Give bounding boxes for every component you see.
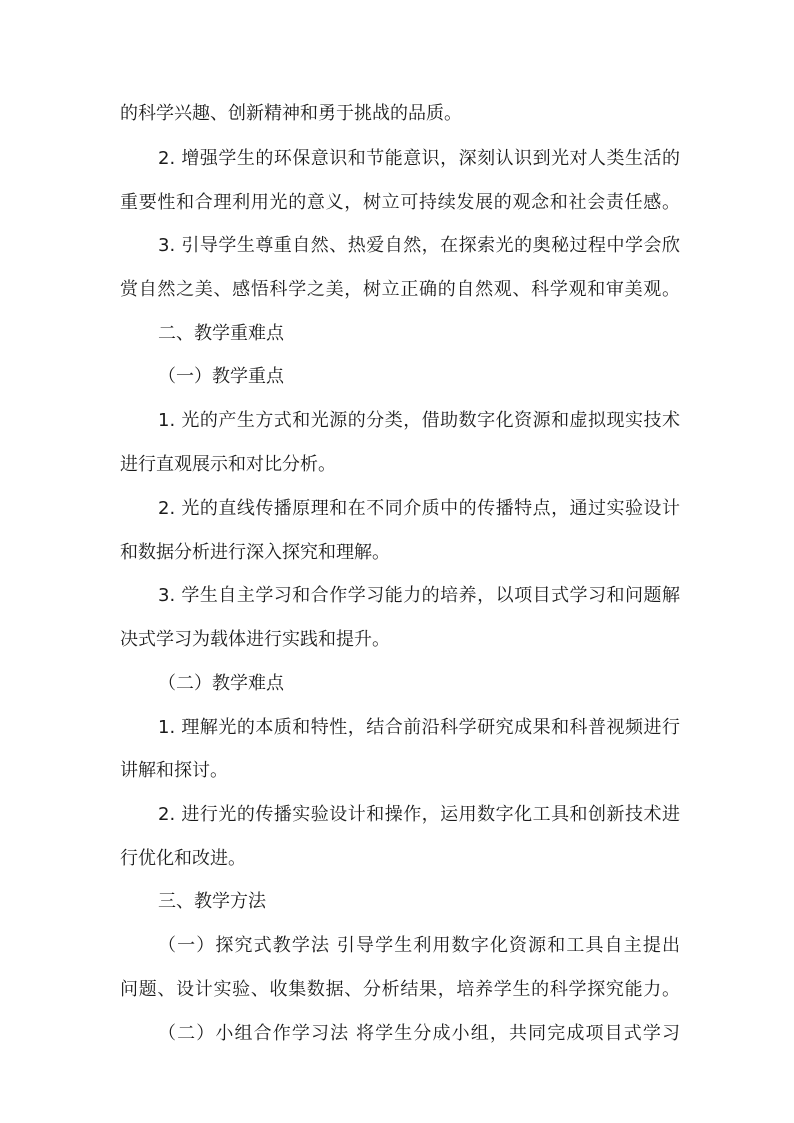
paragraph-line: 重要性和合理利用光的意义，树立可持续发展的观念和社会责任感。 [120,192,680,213]
paragraph-line: 3. 引导学生尊重自然、热爱自然，在探索光的奥秘过程中学会欣 [158,235,680,256]
paragraph-line: 1. 光的产生方式和光源的分类，借助数字化资源和虚拟现实技术 [158,410,680,431]
paragraph-line: 的科学兴趣、创新精神和勇于挑战的品质。 [120,103,462,124]
subsection-heading: （一）教学重点 [158,366,284,387]
paragraph-line: 2. 光的直线传播原理和在不同介质中的传播特点，通过实验设计 [158,498,680,519]
paragraph-line: 赏自然之美、感悟科学之美，树立正确的自然观、科学观和审美观。 [120,279,680,300]
section-heading: 二、教学重难点 [158,323,284,344]
paragraph-line: （一）探究式教学法 引导学生利用数字化资源和工具自主提出 [158,935,680,956]
paragraph-line: 问题、设计实验、收集数据、分析结果，培养学生的科学探究能力。 [120,979,680,1000]
section-heading: 三、教学方法 [158,891,266,912]
paragraph-line: 行优化和改进。 [120,848,246,869]
subsection-heading: （二）教学难点 [158,673,284,694]
paragraph-line: 2. 增强学生的环保意识和节能意识，深刻认识到光对人类生活的 [158,148,680,169]
paragraph-line: 决式学习为载体进行实践和提升。 [120,629,390,650]
paragraph-line: 2. 进行光的传播实验设计和操作，运用数字化工具和创新技术进 [158,804,680,825]
paragraph-line: 进行直观展示和对比分析。 [120,454,336,475]
paragraph-line: 讲解和探讨。 [120,760,228,781]
paragraph-line: 3. 学生自主学习和合作学习能力的培养，以项目式学习和问题解 [158,585,680,606]
paragraph-line: 1. 理解光的本质和特性，结合前沿科学研究成果和科普视频进行 [158,717,680,738]
paragraph-line: 和数据分析进行深入探究和理解。 [120,542,390,563]
paragraph-line: （二）小组合作学习法 将学生分成小组，共同完成项目式学习 [158,1023,680,1044]
